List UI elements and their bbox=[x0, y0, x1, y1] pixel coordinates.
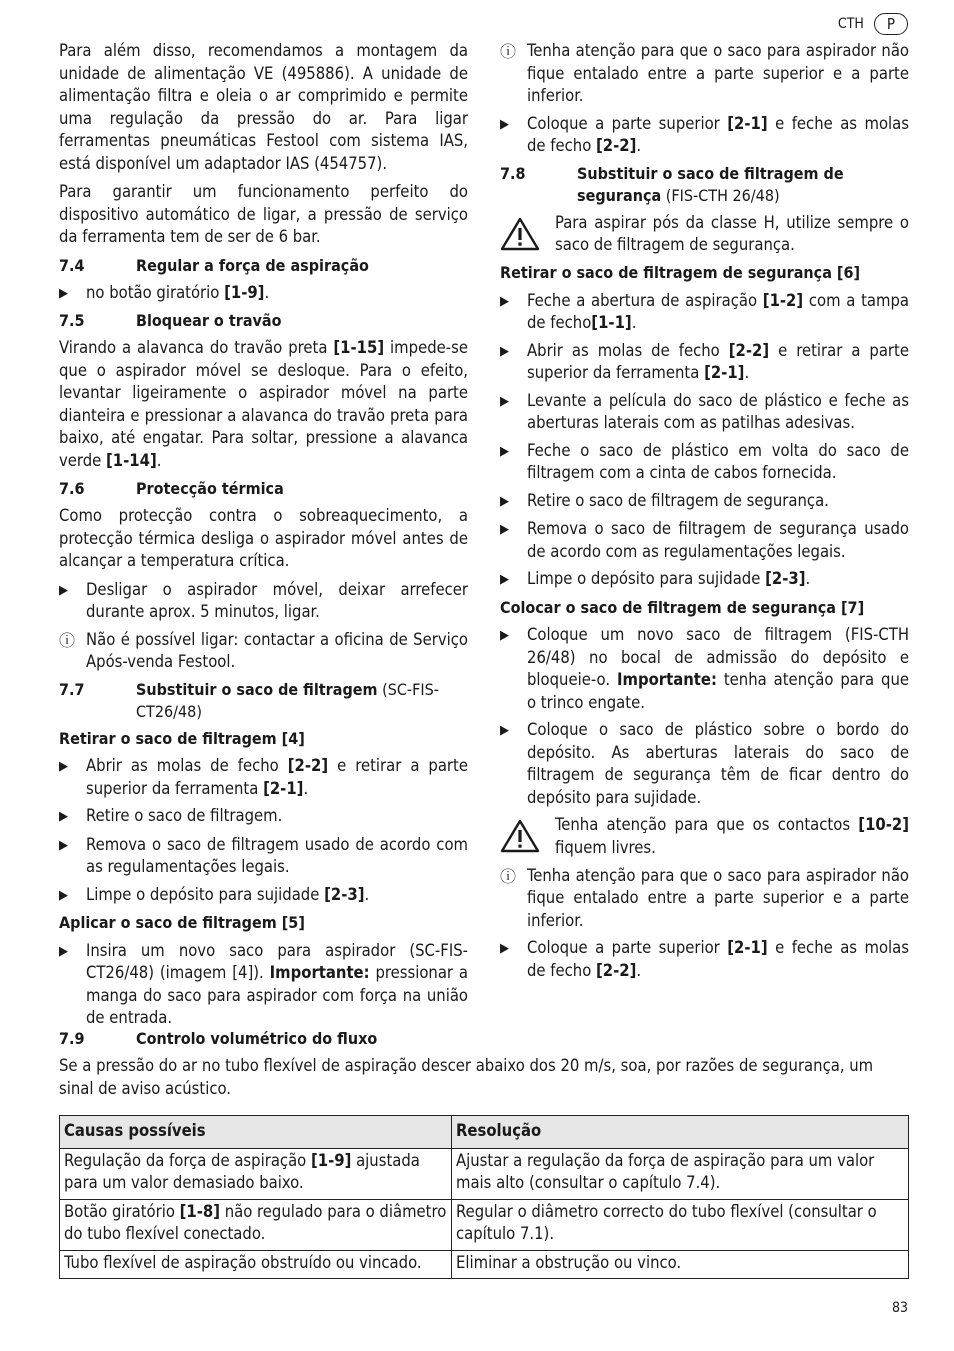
bullet-item bbox=[59, 940, 468, 1030]
triangle-bullet-icon: ▶ bbox=[500, 723, 509, 738]
subheading: Colocar o saco de filtragem de segurança [7] bbox=[500, 597, 865, 617]
bullet-item bbox=[500, 624, 909, 714]
triangle-bullet-icon: ▶ bbox=[59, 285, 68, 301]
triangle-bullet-icon: ▶ bbox=[500, 493, 509, 509]
section-title: Protecção térmica bbox=[136, 479, 284, 498]
bullet-text: Coloque a parte superior [2-1] e feche as molas de fecho [2-2]. bbox=[527, 113, 909, 155]
bullet-item bbox=[59, 805, 468, 829]
note-text: Não é possível ligar: contactar a oficina de Serviço Após-venda Festool. bbox=[86, 629, 468, 671]
table-row bbox=[60, 1148, 909, 1199]
section-title: Bloquear o travão bbox=[136, 311, 282, 330]
table-cell-solution: Ajustar a regulação da força de aspiração para um valor mais alto (consultar o capítulo 7.4). bbox=[452, 1148, 909, 1199]
table-cell-cause: Tubo flexível de aspiração obstruído ou vincado. bbox=[60, 1250, 452, 1279]
bullet-item bbox=[500, 390, 909, 435]
bullet-text: Coloque o saco de plástico sobre o bordo do depósito. As aberturas laterais do saco de filtragem de segurança têm de ficar dentro do depósito para sujidade. bbox=[527, 720, 909, 807]
section-number: 7.8 bbox=[500, 163, 526, 183]
info-note bbox=[59, 629, 468, 674]
info-icon: ⓘ bbox=[500, 866, 517, 886]
paragraph: Virando a alavanca do travão preta [1-15] impede-se que o aspirador móvel se desloque. Para o efeito, levantar ligeiramente o aspirador móvel na parte dianteira e pressionar a alavanca do travão preta para baixo, até engatar. Para soltar, pressione a alavanca verde [1-14]. bbox=[59, 338, 469, 470]
language-badge: P bbox=[874, 13, 908, 35]
bullet-text: Remova o saco de filtragem usado de acordo com as regulamentações legais. bbox=[86, 834, 468, 876]
bullet-text: Limpe o depósito para sujidade [2-3]. bbox=[527, 569, 811, 588]
info-note bbox=[500, 40, 909, 108]
warning-note bbox=[500, 212, 909, 258]
triangle-bullet-icon: ▶ bbox=[500, 443, 509, 459]
bullet-item bbox=[500, 290, 909, 335]
subheading: Retirar o saco de filtragem [4] bbox=[59, 728, 305, 748]
bullet-text: Feche o saco de plástico em volta do saco de filtragem com a cinta de cabos fornecida. bbox=[527, 440, 909, 482]
bullet-item bbox=[500, 719, 909, 809]
table-cell-solution: Regular o diâmetro correcto do tubo flexível (consultar o capítulo 7.1). bbox=[452, 1199, 909, 1250]
triangle-bullet-icon: ▶ bbox=[500, 941, 509, 956]
triangle-bullet-icon: ▶ bbox=[59, 759, 68, 774]
table-header-row bbox=[60, 1116, 909, 1149]
section-title: Substituir o saco de filtragem bbox=[136, 679, 378, 699]
note-text: Tenha atenção para que o saco para aspirador não fique entalado entre a parte superior e a parte inferior. bbox=[527, 865, 909, 930]
bullet-text: Limpe o depósito para sujidade [2-3]. bbox=[86, 884, 370, 904]
triangle-bullet-icon: ▶ bbox=[59, 809, 68, 824]
table-row bbox=[60, 1199, 909, 1250]
table-header-cause: Causas possíveis bbox=[60, 1116, 452, 1149]
warning-icon bbox=[500, 814, 555, 860]
info-note bbox=[500, 865, 909, 933]
table-header-solution: Resolução bbox=[452, 1116, 909, 1149]
subheading: Retirar o saco de filtragem de segurança [6] bbox=[500, 263, 861, 282]
bullet-text: Coloque a parte superior [2-1] e feche as molas de fecho [2-2]. bbox=[527, 938, 909, 980]
right-column bbox=[500, 40, 909, 987]
warning-text: Para aspirar pós da classe H, utilize sempre o saco de filtragem de segurança. bbox=[555, 212, 909, 254]
section-number: 7.6 bbox=[59, 479, 85, 498]
section-model-ref: (SC-FIS-CT26/48) bbox=[136, 679, 439, 721]
page-header bbox=[838, 13, 908, 36]
bullet-text: no botão giratório [1-9]. bbox=[86, 282, 270, 302]
bullet-item bbox=[500, 568, 909, 592]
triangle-bullet-icon: ▶ bbox=[59, 887, 68, 903]
bullet-item bbox=[59, 755, 468, 800]
section-heading bbox=[500, 163, 909, 207]
triangle-bullet-icon: ▶ bbox=[500, 572, 509, 587]
page-number: 83 bbox=[891, 1300, 908, 1316]
triangle-bullet-icon: ▶ bbox=[59, 943, 68, 959]
bullet-text: Abrir as molas de fecho [2-2] e retirar a parte superior da ferramenta [2-1]. bbox=[86, 756, 468, 798]
left-column bbox=[59, 40, 468, 1035]
section-model-ref: (FIS-CTH 26/48) bbox=[661, 185, 780, 205]
triangle-bullet-icon: ▶ bbox=[59, 582, 68, 598]
header-label: CTH bbox=[837, 16, 864, 32]
info-icon: ⓘ bbox=[500, 42, 517, 61]
triangle-bullet-icon: ▶ bbox=[500, 116, 509, 132]
triangle-bullet-icon: ▶ bbox=[500, 393, 509, 409]
section-heading bbox=[59, 478, 468, 500]
bullet-text: Insira um novo saco para aspirador (SC-FIS-CT26/48) (imagem [4]). Importante: pressionar a manga do saco para aspirador com força na união de entrada. bbox=[86, 940, 468, 1027]
table-cell-cause: Regulação da força de aspiração [1-9] ajustada para um valor demasiado baixo. bbox=[60, 1148, 452, 1199]
section-number: 7.7 bbox=[59, 679, 85, 699]
section-number: 7.5 bbox=[59, 311, 85, 330]
troubleshooting-table bbox=[59, 1115, 909, 1279]
bullet-text: Remova o saco de filtragem de segurança usado de acordo com as regulamentações legais. bbox=[527, 519, 909, 561]
bullet-text: Abrir as molas de fecho [2-2] e retirar a parte superior da ferramenta [2-1]. bbox=[527, 340, 909, 382]
bullet-item bbox=[500, 340, 909, 385]
bullet-text: Coloque um novo saco de filtragem (FIS-CTH 26/48) no bocal de admissão do depósito e bloqueie-o. Importante: tenha atenção para que o trinco engate. bbox=[527, 625, 909, 712]
triangle-bullet-icon: ▶ bbox=[59, 837, 68, 853]
triangle-bullet-icon: ▶ bbox=[500, 628, 509, 643]
bullet-item bbox=[59, 884, 468, 908]
section-heading bbox=[59, 255, 468, 277]
paragraph: Se a pressão do ar no tubo flexível de aspiração descer abaixo dos 20 m/s, soa, por razões de segurança, um sinal de aviso acústico. bbox=[59, 1056, 874, 1098]
bullet-text: Feche a abertura de aspiração [1-2] com a tampa de fecho[1-1]. bbox=[527, 290, 909, 332]
triangle-bullet-icon: ▶ bbox=[500, 522, 509, 537]
warning-icon bbox=[500, 212, 555, 258]
triangle-bullet-icon: ▶ bbox=[500, 293, 509, 309]
bullet-item bbox=[500, 113, 909, 158]
bullet-item bbox=[500, 518, 909, 563]
section-title: Substituir o saco de filtragem de segurança bbox=[577, 163, 844, 205]
bullet-item bbox=[59, 282, 468, 306]
table-row bbox=[60, 1250, 909, 1279]
section-heading bbox=[59, 679, 468, 723]
warning-note bbox=[500, 814, 909, 860]
bullet-text: Desligar o aspirador móvel, deixar arrefecer durante aprox. 5 minutos, ligar. bbox=[86, 579, 468, 621]
subheading: Aplicar o saco de filtragem [5] bbox=[59, 913, 305, 932]
warning-text: Tenha atenção para que os contactos [10-2] fiquem livres. bbox=[555, 815, 909, 857]
section-number: 7.4 bbox=[59, 255, 85, 275]
table-cell-cause: Botão giratório [1-8] não regulado para o diâmetro do tubo flexível conectado. bbox=[60, 1199, 452, 1250]
table-cell-solution: Eliminar a obstrução ou vinco. bbox=[452, 1250, 909, 1279]
bullet-item bbox=[59, 834, 468, 879]
info-icon: ⓘ bbox=[59, 630, 76, 650]
section-7-9 bbox=[59, 1028, 909, 1100]
bullet-text: Retire o saco de filtragem de segurança. bbox=[527, 490, 829, 510]
bullet-text: Levante a película do saco de plástico e feche as aberturas laterais com as patilhas adesivas. bbox=[527, 390, 909, 432]
paragraph: Para além disso, recomendamos a montagem da unidade de alimentação VE (495886). A unidade de alimentação filtra e oleia o ar comprimido e permite uma regulação da pressão do ar. Para ligar ferramentas pneumáticas Festool com sistema IAS, está disponível um adaptador IAS (454757). bbox=[59, 41, 468, 173]
bullet-item bbox=[500, 490, 909, 514]
bullet-item bbox=[59, 579, 468, 624]
note-text: Tenha atenção para que o saco para aspirador não fique entalado entre a parte superior e a parte inferior. bbox=[527, 41, 909, 105]
section-heading bbox=[59, 310, 468, 332]
section-heading bbox=[59, 1028, 909, 1050]
bullet-item bbox=[500, 937, 909, 982]
bullet-text: Retire o saco de filtragem. bbox=[86, 806, 283, 825]
paragraph: Como protecção contra o sobreaquecimento, a protecção térmica desliga o aspirador móvel antes de alcançar a temperatura crítica. bbox=[59, 506, 468, 570]
paragraph: Para garantir um funcionamento perfeito do dispositivo automático de ligar, a pressão de serviço da ferramenta tem de ser de 6 bar. bbox=[59, 182, 468, 246]
section-number: 7.9 bbox=[59, 1029, 85, 1048]
section-title: Controlo volumétrico do fluxo bbox=[136, 1029, 378, 1048]
triangle-bullet-icon: ▶ bbox=[500, 343, 509, 359]
bullet-item bbox=[500, 440, 909, 485]
section-title: Regular a força de aspiração bbox=[136, 255, 369, 275]
